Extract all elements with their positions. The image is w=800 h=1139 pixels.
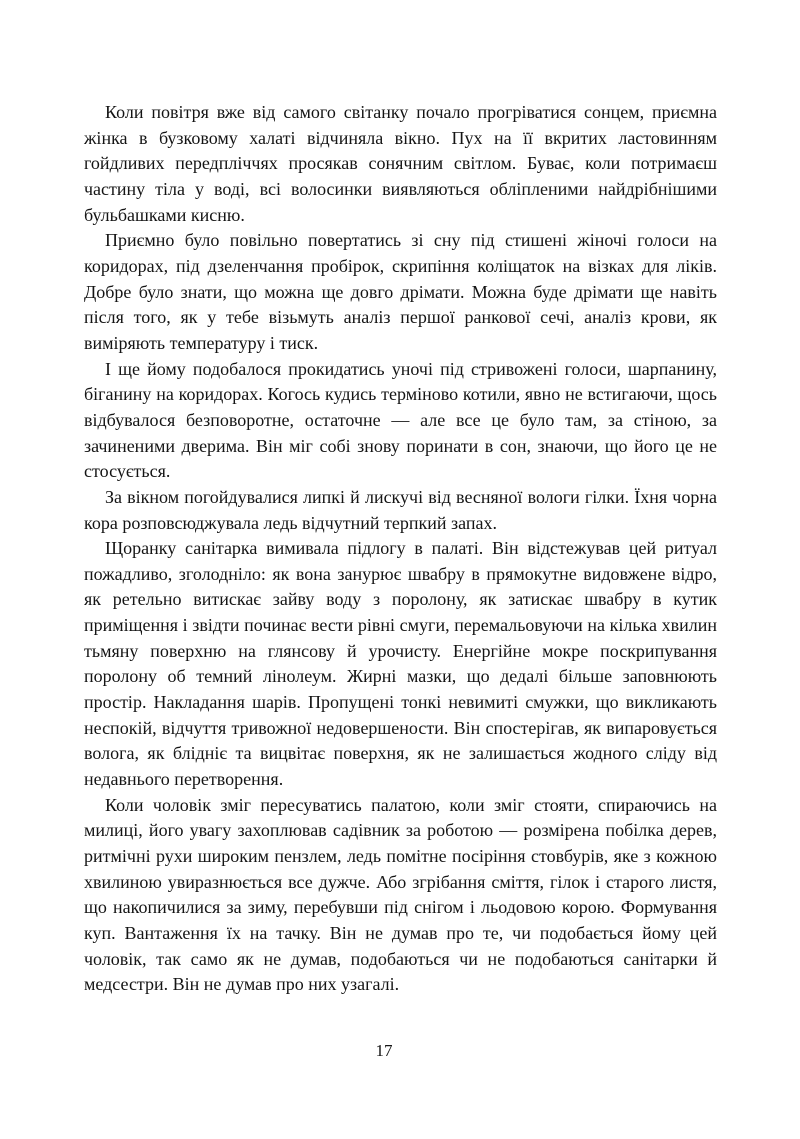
paragraph-6: Коли чоловік зміг пересуватись палатою, коли зміг стояти, спираючись на милиці, його увагу захоплював садівник за роботою — розмірена побілка дерев, ритмічні рухи широким пензлем, ледь помітне посіріння стовбурів, яке з кожною хвилиною увиразнюється все дужче. Або згрібання сміття, гілок і старого листя, що накопичилися за зиму, перебувши під снігом і льодовою корою. Формування куп. Вантаження їх на тачку. Він не думав про те, чи подобається йому цей чоловік, так само як не думав, подобаються чи не подобаються санітарки й медсестри. Він не думав про них узагалі. [84, 794, 717, 995]
paragraph-5: Щоранку санітарка вимивала підлогу в палаті. Він відстежував цей ритуал пожадливо, зголодніло: як вона занурює швабру в прямокутне видовжене відро, як ретельно витискає зайву воду з поролону, як затискає швабру в кутик приміщення і звідти починає вести рівні смуги, перемальовуючи на кілька хвилин тьмяну поверхню на глянсову й урочисту. Енергійне мокре поскрипування поролону об темний лінолеум. Жирні мазки, що дедалі більше заповнюють простір. Накладання шарів. Пропущені тонкі невимиті смужки, що викликають неспокій, відчуття тривожної недовершености. Він спостерігав, як випаровується волога, як блідніє та вицвітає поверхня, як не залишається жодного сліду від недавнього перетворення. [84, 538, 717, 790]
paragraph-1: Коли повітря вже від самого світанку почало прогріватися сонцем, приємна жінка в бузковому халаті відчиняла вікно. Пух на її вкритих ластовинням гойдливих передпліччях просякав сонячним світлом. Буває, коли потримаєш частину тіла у воді, всі волосинки виявляються обліпленими найдрібнішими бульбашками кисню. [84, 102, 717, 225]
page-number: 17 [375, 1041, 393, 1060]
paragraph-3: І ще йому подобалося прокидатись уночі під стривожені голоси, шарпанину, біганину на коридорах. Когось кудись терміново котили, явно не встигаючи, щось відбувалося безповоротне, остаточне — але все це було там, за стіною, за зачиненими дверима. Він міг собі знову поринати в сон, знаючи, що його це не стосується. [84, 358, 717, 482]
paragraph-4: За вікном погойдувалися липкі й лискучі від весняної вологи гілки. Їхня чорна кора розповсюджувала ледь відчутний терпкий запах. [84, 486, 717, 533]
paragraph-2: Приємно було повільно повертатись зі сну під стишені жіночі голоси на коридорах, під дзеленчання пробірок, скрипіння коліщаток на візках для ліків. Добре було знати, що можна ще довго дрімати. Можна буде дрімати ще навіть після того, як у тебе візьмуть аналіз першої ранкової сечі, аналіз крови, як виміряють температуру і тиск. [84, 230, 717, 353]
body-text [84, 100, 717, 998]
